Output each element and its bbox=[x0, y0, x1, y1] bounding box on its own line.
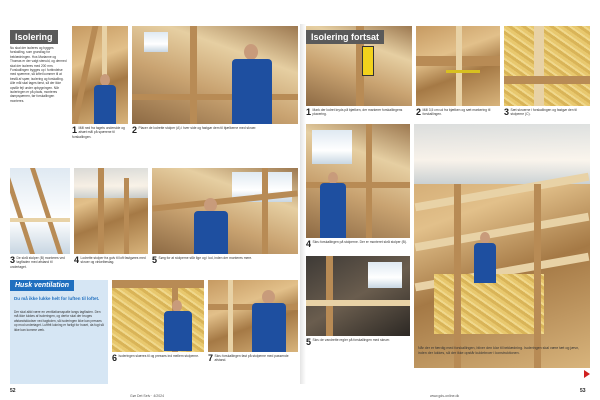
step-text: Skru forskallingen fast på stolperne med passende afstand. bbox=[214, 354, 289, 363]
photo-step-2-right bbox=[416, 26, 500, 106]
ventilation-body: Der skal altid være en ventilationsspalte langs tagfladen. Den må ikke lukkes af isoleringen, og derfor skal der bruges afstandsklodser ved tagfoden, så isoleringen ikke kan presses op mod undertaget. Luftfrit lukning er farligt for huset, da fugt så ikke kan komme væk. bbox=[14, 310, 104, 332]
photo-step-5 bbox=[152, 168, 298, 254]
photo-step-6 bbox=[112, 280, 204, 352]
photo-step-4 bbox=[74, 168, 148, 254]
caption-step-7 bbox=[208, 354, 298, 363]
step-number: 7 bbox=[208, 354, 214, 363]
step-number: 1 bbox=[306, 108, 312, 117]
caption-step-6 bbox=[112, 354, 204, 362]
photo-step-3-right bbox=[504, 26, 590, 106]
caption-step-2 bbox=[132, 126, 298, 134]
footer-left: Gør Det Selv · 4/2024 bbox=[130, 394, 165, 398]
step-number: 2 bbox=[416, 108, 422, 117]
caption-step-4 bbox=[74, 256, 148, 265]
intro-text: Nu skal der isoleres og bygges forskalling, som grundlag for beklædningen. Hos Marianne og Thomas er der valgt stenuld, og dermed skal der isoleres med 200 mm. Forskallingen bygges op i forbindelse med spærene, så loftet kommer til at bestå af spær, isolering og forskalling. Alle mål skal tages først, så der ikke opstår fejl under opbygningen. Når isoleringen er på plads, monteres dampspærren, før forskallingen monteres. bbox=[10, 46, 67, 103]
step-number: 6 bbox=[112, 354, 118, 362]
photo-step-3 bbox=[10, 168, 70, 254]
step-text: De skrå stolper (B) monteres ved tagfladen med afstand til undertaget. bbox=[10, 256, 65, 269]
step-number: 5 bbox=[152, 256, 158, 264]
photo-step-7 bbox=[208, 280, 298, 352]
ventilation-title: Husk ventilation bbox=[10, 280, 74, 291]
step-text: Placer de lodrette stolper (A) i hver side og fastgør dem til bjælkerne med skruer. bbox=[138, 126, 257, 130]
step-text: Sørg for at stolperne står lige og i lod, inden der monteres mere. bbox=[158, 256, 253, 260]
page-number-right: 53 bbox=[580, 388, 586, 394]
measuring-tape bbox=[446, 70, 480, 73]
footer-right: www.gds-online.dk bbox=[430, 394, 460, 398]
step-number: 3 bbox=[10, 256, 16, 265]
step-text: Sæt skruerne i forskallingen og fastgør den til stolperne (C). bbox=[510, 108, 577, 117]
step-number: 1 bbox=[72, 126, 78, 135]
photo-step-1-right bbox=[306, 26, 412, 106]
caption-step-5 bbox=[152, 256, 298, 264]
step-number: 4 bbox=[306, 240, 312, 248]
caption-right-step-2 bbox=[416, 108, 500, 117]
caption-right-step-4 bbox=[306, 240, 410, 248]
step-number: 2 bbox=[132, 126, 138, 134]
magazine-spread bbox=[10, 24, 590, 398]
ventilation-box bbox=[10, 280, 108, 384]
page-title: Isolering bbox=[10, 30, 58, 44]
page-title: Isolering fortsat bbox=[306, 30, 384, 44]
caption-right-step-1 bbox=[306, 108, 412, 117]
photo-step-1 bbox=[72, 26, 128, 124]
caption-step-1 bbox=[72, 126, 128, 139]
closing-caption: Når der er færdig med forskallingen, bliver den klar til beklædning. Isoleringen skal være tæt og jævn, inden der lukkes, så der ikke opstår kuldebroer i konstruktionen. bbox=[418, 346, 580, 355]
step-number: 3 bbox=[504, 108, 510, 117]
caption-step-3 bbox=[10, 256, 70, 269]
step-text: Mark der lodret kryds på bjælken, der markerer forskallingens placering. bbox=[312, 108, 403, 117]
step-text: Mål 3,5 cm ud fra bjælken og sæt markering til forskallingen. bbox=[422, 108, 491, 117]
step-text: Mål ned fra tagets underside og afsæt mål på spærene til forskallingen. bbox=[72, 126, 125, 139]
right-page bbox=[306, 24, 590, 384]
photo-large-right bbox=[414, 124, 590, 368]
ventilation-lead: Du må ikke lukke helt for luften til loftet. bbox=[14, 296, 100, 301]
step-number: 4 bbox=[74, 256, 80, 265]
spirit-level bbox=[362, 46, 374, 76]
caption-right-step-5 bbox=[306, 338, 410, 346]
photo-step-4-right bbox=[306, 124, 410, 238]
step-text: Isoleringen skæres til og presses ind mellem stolperne. bbox=[118, 354, 199, 358]
page-number-left: 52 bbox=[10, 388, 16, 394]
step-text: Lodrette stolper fra gulv til loft fastgøres med skruer og vinkelbeslag. bbox=[80, 256, 146, 265]
caption-right-step-3 bbox=[504, 108, 590, 117]
photo-step-5-right bbox=[306, 256, 410, 336]
next-page-arrow-icon bbox=[584, 370, 590, 378]
step-number: 5 bbox=[306, 338, 312, 346]
left-page bbox=[10, 24, 300, 384]
step-text: Skru forskallingen på stolperne. Der er monteret skrå stolper (B). bbox=[312, 240, 407, 244]
step-text: Skru de vandrette regler på forskallingen med skruer. bbox=[312, 338, 391, 342]
photo-step-2 bbox=[132, 26, 298, 124]
